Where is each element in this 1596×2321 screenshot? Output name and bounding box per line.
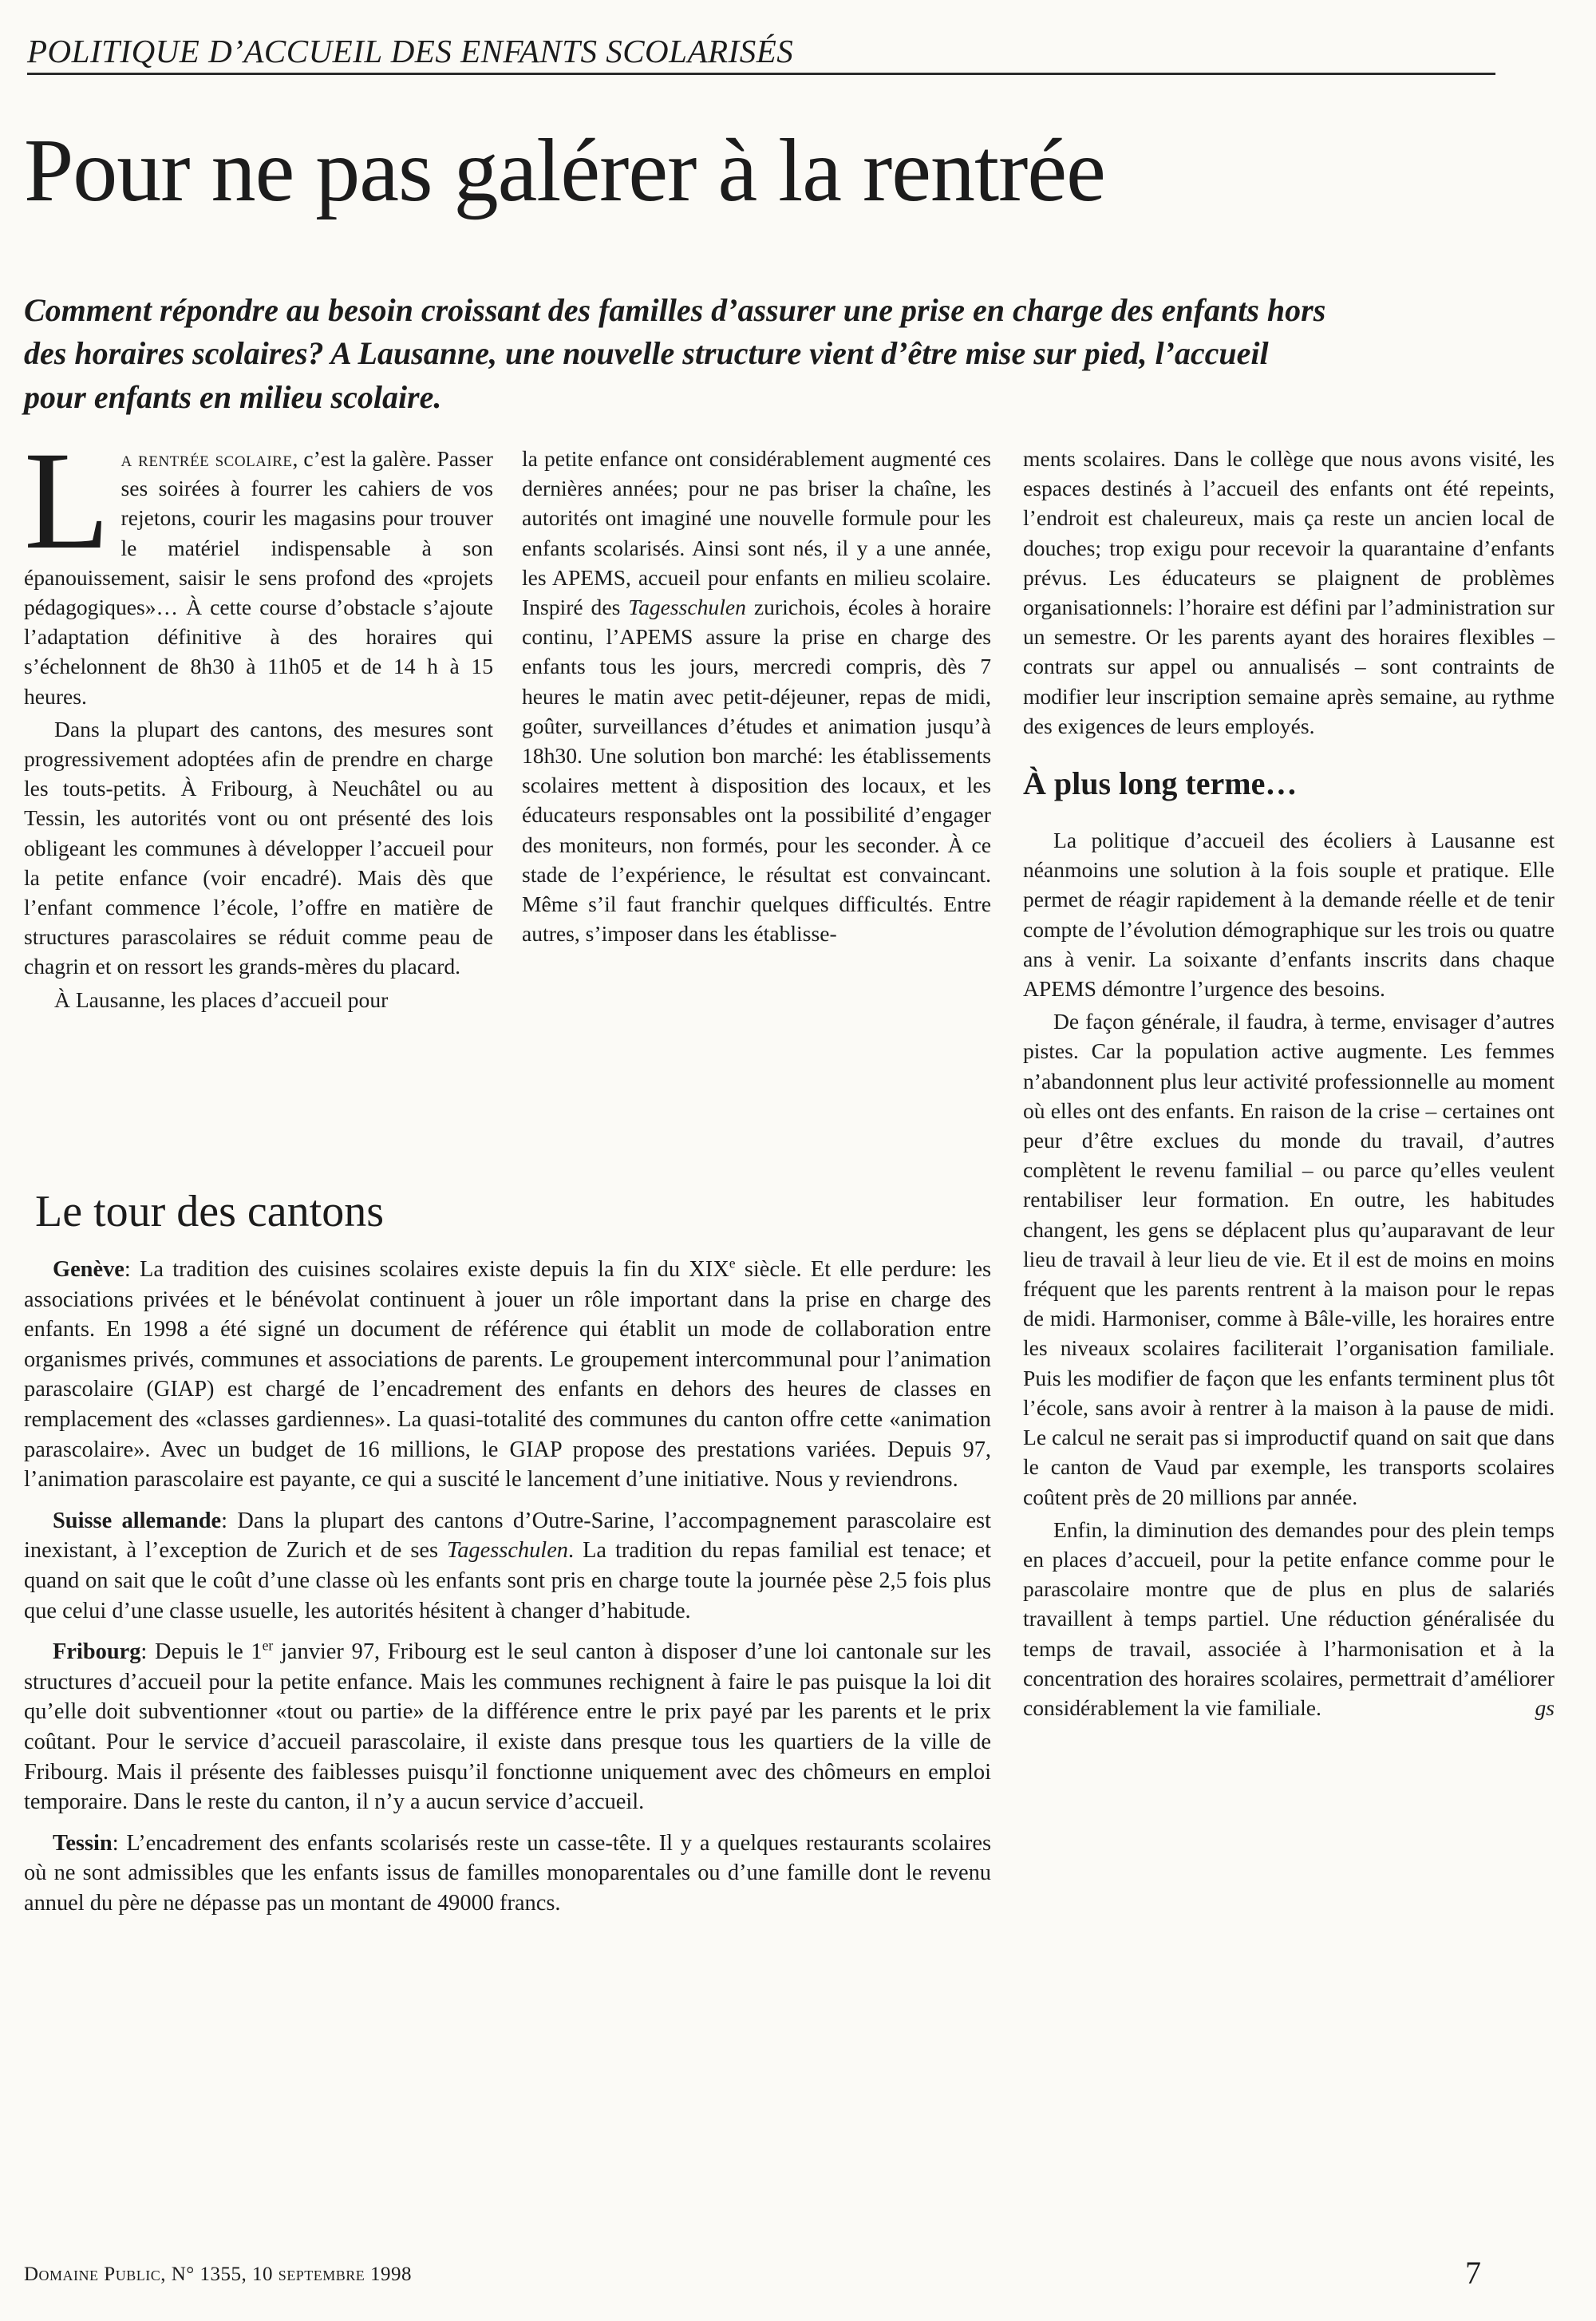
superscript: e [729,1255,736,1271]
page-number: 7 [1465,2255,1481,2291]
paragraph-text: zurichois, écoles à horaire continu, l’APEMS assure la prise en charge des enfants tous les jours, mercredi compris, dès 7 heures le matin avec petit-déjeuner, repas de midi, goûter, surveillances d’études et animation jusqu’à 18h30. Une solution bon marché: les établissements scolaires mettent à disposition des locaux, et les éducateurs responsables ont la possibilité d’engager des moniteurs, non formés, pour les seconder. À ce stade de l’expérience, le résultat est convaincant. Même s’il faut franchir quelques difficultés. Entre autres, s’imposer dans les établisse- [522,595,991,947]
canton-name: Suisse allemande [53,1508,222,1533]
canton-fribourg [24,1637,991,1817]
paragraph-text: Enfin, la diminution des demandes pour des plein temps en places d’accueil, pour la petite enfance comme pour le parascolaire montre que de plus en plus de salariés travaillent à temps partiel. Une réduction généralisée du temps de travail, associée à l’harmonisation et à la concentration des horaires scolaires, permettrait d’améliorer considérablement la vie familiale. [1023,1516,1555,1720]
paragraph-text: la petite enfance ont considérablement augmenté ces dernières années; pour ne pas briser la chaîne, les autorités ont imaginé une nouvelle formule pour les enfants scolarisés. Ainsi sont nés, il y a une année, les APEMS, accueil pour enfants en milieu scolaire. Inspiré des [522,446,991,620]
canton-tessin [24,1829,991,1919]
article-paragraph-3-start: À Lausanne, les places d’accueil pour [54,987,389,1012]
article-paragraph-5: De façon générale, il faudra, à terme, envisager d’autres pistes. Car la population active augmente. Les femmes n’abandonnent plus leur activité professionnelle au moment où elles ont des enfants. En raison de la crise – certaines ont peur d’être exclues du monde du travail, d’autres complètent le revenu familial – ou parce qu’elles veulent rentabiliser leur formation. En outre, les habitudes changent, les gens se déplacent plus qu’auparavant de leur lieu de travail à leur lieu de vie. Et il est de moins en moins fréquent que les parents rentrent à la maison pour le repas de midi. Harmoniser, comme à Bâle-ville, les horaires entre les niveaux scolaires faciliterait l’organisation familiale. Puis les modifier de façon que les enfants terminent plus tôt l’école, sans avoir à rentrer à la maison à la pause de midi. Le calcul ne serait pas si improductif quand on sait que dans le canton de Vaud par exemple, les transports scolaires coûtent près de 20 millions par année. [1023,1009,1555,1509]
article-paragraph-3-end: ments scolaires. Dans le collège que nous avons visité, les espaces destinés à l’accueil des enfants ont été repeints, l’endroit est chaleureux, mais ça reste un ancien local de douches; trop exigu pour recevoir la quarantaine d’enfants prévus. Les éducateurs se plaignent de problèmes organisationnels: l’horaire est défini par l’administration sur un semestre. Or les parents ayant des horaires flexibles – contrats sur appel ou annualisés – sont contraints de modifier leur inscription semaine après semaine, au rythme des exigences de leurs employés. [1023,446,1555,738]
article-column-2 [522,444,991,951]
subheading: À plus long terme… [1023,765,1298,802]
opening-words: a rentrée scolaire [120,446,293,471]
section-rubric: POLITIQUE D’ACCUEIL DES ENFANTS SCOLARISÉS [27,35,1495,75]
article-paragraph-4: La politique d’accueil des écoliers à Lausanne est néanmoins une solution à la fois souple et pratique. Elle permet de réagir rapidement à la demande réelle et de tenir compte de l’évolution démographique sur les trois ou quatre ans à venir. La soixante d’enfants inscrits dans chaque APEMS démontre l’urgence des besoins. [1023,828,1555,1002]
superscript: er [262,1637,274,1654]
paragraph-text: janvier 97, Fribourg est le seul canton à disposer d’une loi cantonale sur les structures d’accueil pour la petite enfance. Mais les communes rechignent à faire le pas puisque la loi dit qu’elle doit subventionner «tout ou partie» de la différence entre le prix payé par les parents et le prix coûtant. Pour le service d’accueil parascolaire, il existe dans presque tous les quartiers de la ville de Fribourg. Mais il présente des faiblesses puisqu’il fonctionne uniquement avec des chômeurs en emploi temporaire. Dans le reste du canton, il n’y a aucun service d’accueil. [24,1639,992,1815]
publication-info: Domaine Public, N° 1355, 10 septembre 1998 [24,2264,413,2285]
author-signature: gs [1535,1694,1555,1720]
article-paragraph-6 [1023,1515,1555,1722]
article-paragraph-3-continued [522,444,991,948]
italic-term: Tagesschulen [628,595,746,620]
canton-name: Tessin [53,1830,113,1856]
headline: Pour ne pas galérer à la rentrée [24,121,1105,220]
canton-geneve [24,1255,991,1495]
paragraph-text: siècle. Et elle perdure: les associations privées et le bénévolat continuent à jouer un rôle important dans la prise en charge des enfants. En 1998 a été signé un document de référence qui établit un mode de collaboration entre organismes privés, communes et associations de parents. Le groupement intercommunal pour l’animation parascolaire (GIAP) est chargé de l’encadrement des enfants en dehors des heures de classes en remplacement des «classes gardiennes». La quasi-totalité des communes du canton offre cette «animation parascolaire». Avec un budget de 16 millions, le GIAP propose des prestations variées. Depuis 97, l’animation parascolaire est payante, ce qui a suscité le lancement d’une initiative. Nous y reviendrons. [24,1257,991,1493]
article-column-3 [1023,444,1555,1726]
lead-paragraph: Comment répondre au besoin croissant des familles d’assurer une prise en charge des enfants hors des horaires scolaires? A Lausanne, une nouvelle structure vient d’être mise sur pied, l’accueil pour enfants en milieu scolaire. [24,292,1326,415]
article-column-1 [24,423,493,1018]
paragraph-text: : L’encadrement des enfants scolarisés reste un casse-tête. Il y a quelques restaurants scolaires où ne sont admissibles que les enfants issus de familles monoparentales ou d’une famille dont le revenu annuel du père ne dépasse pas un montant de 49000 francs. [24,1830,991,1916]
paragraph-text: . La tradition du repas familial est tenace; et quand on sait que le coût d’une classe où les enfants sont pris en charge toute la journée pèse 2,5 fois plus que celui d’une classe usuelle, les autorités hésitent à changer d’habitude. [24,1538,992,1623]
paragraph-text: : Dans la plupart des cantons d’Outre-Sarine, l’accompagnement parascolaire est inexistant, à l’exception de Zurich et de ses [24,1508,991,1564]
drop-cap: L [24,423,110,579]
article-paragraph-1 [24,423,493,711]
canton-name: Fribourg [53,1639,141,1665]
paragraph-text: : La tradition des cuisines scolaires existe depuis la fin du XIX [124,1257,729,1282]
canton-suisse-allemande [24,1506,991,1626]
article-paragraph-2: Dans la plupart des cantons, des mesures sont progressivement adoptées afin de prendre en charge les touts-petits. À Fribourg, à Neuchâtel ou au Tessin, les autorités vont ou ont présenté des lois obligeant les communes à développer l’accueil pour la petite enfance (voir encadré). Mais dès que l’enfant commence l’école, l’offre en matière de structures parascolaires se réduit comme peau de chagrin et on ressort les grands-mères du placard. [24,716,493,979]
box-title: Le tour des cantons [35,1187,384,1236]
paragraph-text: : Depuis le 1 [140,1639,263,1665]
paragraph-text: , c’est la galère. Passer ses soirées à fourrer les cahiers de vos rejetons, courir les magasins pour trouver le matériel indispensable à son épanouissement, saisir le sens profond des «projets pédagogiques»… À cette course d’obstacle s’ajoute l’adaptation définitive à des horaires qui s’échelonnent de 8h30 à 11h05 et de 14 h à 15 heures. [24,446,493,709]
canton-name: Genève [53,1257,124,1282]
italic-term: Tagesschulen [447,1538,568,1564]
cantons-box [24,1189,991,1929]
